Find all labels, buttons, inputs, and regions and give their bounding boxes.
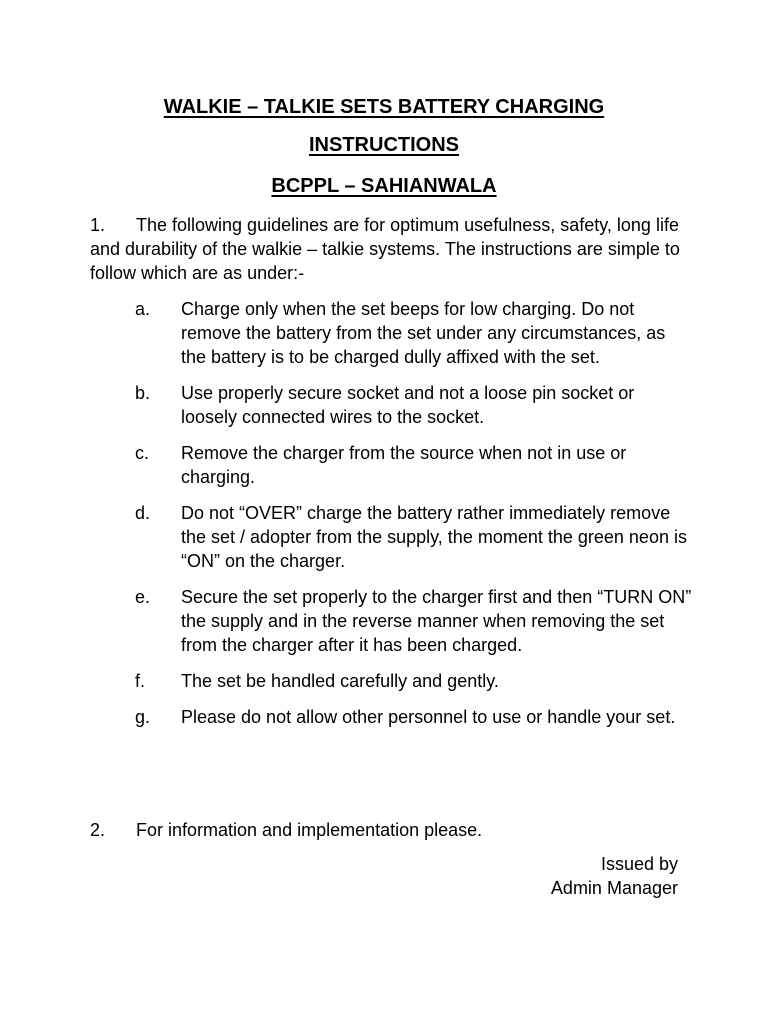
list-item-letter: f. (135, 671, 146, 691)
paragraph-1-number: 1. (90, 215, 106, 235)
signature-line-2: Admin Manager (550, 878, 678, 898)
paragraph-2 (90, 818, 482, 842)
title-line-1: WALKIE – TALKIE SETS BATTERY CHARGING (163, 96, 605, 118)
list-item-text: Use properly secure socket and not a loose pin socket or loosely connected wires to the socket. (181, 383, 635, 427)
title-line-2: INSTRUCTIONS (309, 134, 459, 156)
list-item-letter: e. (135, 587, 151, 607)
list-item-letter: g. (135, 707, 151, 727)
list-item-text: Charge only when the set beeps for low charging. Do not remove the battery from the set under any circumstances, as the battery is to be charged dully affixed with the set. (181, 299, 666, 367)
list-item (135, 585, 695, 657)
list-item (135, 381, 695, 429)
list-item-text: Secure the set properly to the charger first and then “TURN ON” the supply and in the reverse manner when removing the set from the charger after it has been charged. (181, 587, 692, 655)
paragraph-2-text: For information and implementation please. (136, 820, 483, 840)
list-item-letter: b. (135, 383, 151, 403)
title-line-3: BCPPL – SAHIANWALA (271, 175, 497, 197)
list-item (135, 297, 695, 369)
list-item-letter: d. (135, 503, 151, 523)
paragraph-1-text: The following guidelines are for optimum usefulness, safety, long life and durability of the walkie – talkie systems. The instructions are simple to follow which are as under:- (90, 215, 680, 283)
list-item-letter: a. (135, 299, 151, 319)
list-item-text: Please do not allow other personnel to use or handle your set. (181, 707, 676, 727)
list-item-letter: c. (135, 443, 150, 463)
list-item-text: Remove the charger from the source when not in use or charging. (181, 443, 627, 487)
signature-line-1: Issued by (600, 854, 678, 874)
list-item-text: The set be handled carefully and gently. (181, 671, 499, 691)
paragraph-1 (90, 213, 690, 285)
list-item (135, 441, 695, 489)
list-item-text: Do not “OVER” charge the battery rather immediately remove the set / adopter from the supply, the moment the green neon is “ON” on the charger. (181, 503, 687, 571)
list-item (135, 669, 695, 693)
instruction-list (135, 297, 695, 741)
list-item (135, 705, 695, 729)
list-item (135, 501, 695, 573)
signature-block (551, 852, 678, 900)
paragraph-2-number: 2. (90, 820, 106, 840)
